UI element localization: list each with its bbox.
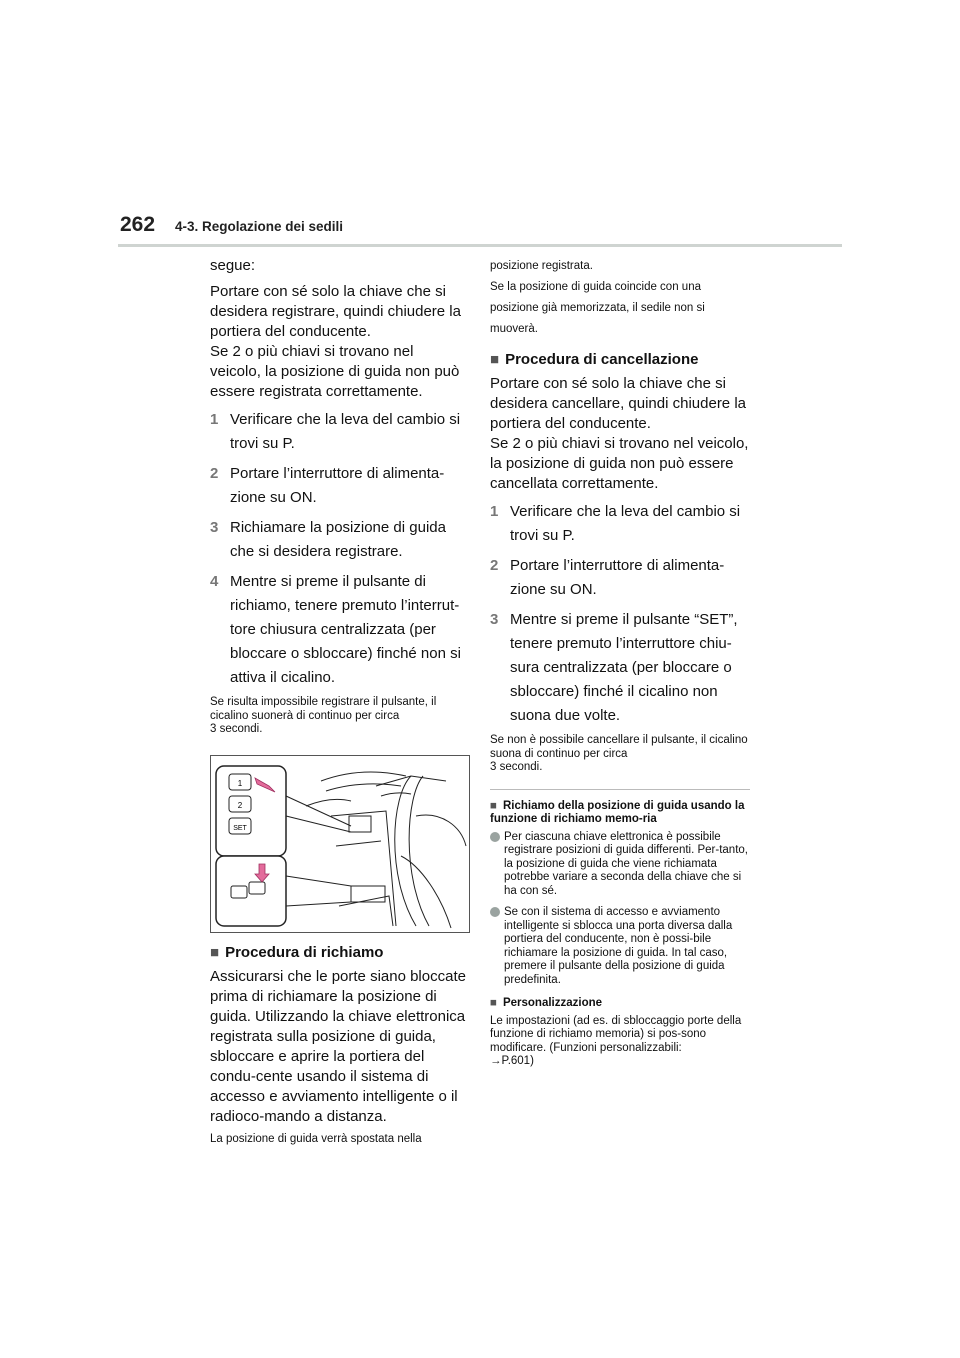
- step-3: [490, 608, 750, 728]
- step-4: [210, 570, 468, 690]
- heading-recall: [210, 943, 468, 963]
- section-title: 4-3. Regolazione dei sedili: [175, 219, 344, 234]
- square-bullet-icon: ■: [490, 997, 497, 1009]
- step-text: Richiamare la posizione di guida che si desidera registrare.: [230, 519, 446, 560]
- step-text: Mentre si preme il pulsante di richiamo, tenere premuto l’interrut-tore chiusura centralizzata (per bloccare o sbloccare) finché non si attiva il cicalino.: [230, 573, 461, 686]
- step-number: 2: [490, 557, 499, 574]
- step-number: 3: [490, 611, 499, 628]
- square-bullet-icon: ■: [490, 799, 497, 812]
- step-text: Portare l’interruttore di alimenta-zione su ON.: [510, 557, 725, 598]
- recall-paragraph: Assicurarsi che le porte siano bloccate prima di richiamare la posizione di guida. Utilizzando la chiave elettronica registrata sulla posizione di guida, sbloccare e aprire la portiera del condu-cente usando il sistema di accesso e avviamento intelligente o il radioco-mando a distanza.: [210, 967, 466, 1125]
- register-note: Se risulta impossibile registrare il pulsante, il cicalino suonerà di continuo per circa 3 secondi.: [210, 696, 437, 735]
- bullet-item: [490, 906, 750, 987]
- step-2: [490, 554, 750, 602]
- heading-cancel: [490, 350, 750, 370]
- button-2-label: 2: [237, 800, 243, 810]
- step-number: 2: [210, 465, 219, 482]
- step-1: [210, 408, 468, 456]
- step-2: [210, 462, 468, 510]
- step-text: Verificare che la leva del cambio si trovi su P.: [510, 503, 741, 544]
- right-column: [490, 256, 750, 1077]
- step-text: Portare l’interruttore di alimenta-zione su ON.: [230, 465, 445, 506]
- step-1: [490, 500, 750, 548]
- paragraph-register-intro: Portare con sé solo la chiave che si desidera registrare, quindi chiudere la portiera del conducente. Se 2 o più chiavi si trovano nel veicolo, la posizione di guida non può essere registrata correttamente.: [210, 283, 461, 400]
- paragraph-continued: segue:: [210, 257, 256, 274]
- left-column: [210, 256, 468, 1154]
- cancel-note: Se non è possibile cancellare il pulsante, il cicalino suona di continuo per circa 3 secondi.: [490, 734, 748, 773]
- continued-note-2: Se la posizione di guida coincide con una: [490, 281, 701, 293]
- heading-text: Procedura di cancellazione: [505, 351, 699, 368]
- heading-memory-recall: [490, 800, 750, 827]
- step-text: Mentre si preme il pulsante “SET”, tenere premuto l’interruttore chiu-sura centralizzata (per bloccare o sbloccare) finché il cicalino non suona due volte.: [510, 611, 738, 724]
- step-3: [210, 516, 468, 564]
- continued-note-3: posizione già memorizzata, il sedile non si: [490, 302, 705, 314]
- continued-note-1: posizione registrata.: [490, 260, 593, 272]
- header-divider: [118, 244, 842, 247]
- heading-customization: [490, 997, 750, 1011]
- bullet-text: Per ciascuna chiave elettronica è possibile registrare posizioni di guida differenti. Per-tanto, la posizione di guida che viene richiamata potrebbe variare a seconda della chiave che si ha con sé.: [504, 830, 748, 897]
- square-bullet-icon: ■: [210, 943, 220, 961]
- memory-switch-illustration: [210, 755, 470, 933]
- heading-text: Richiamo della posizione di guida usando la funzione di richiamo memo-ria: [490, 799, 745, 825]
- section-divider: [490, 789, 750, 790]
- step-number: 1: [490, 503, 499, 520]
- square-bullet-icon: ■: [490, 351, 500, 368]
- page-number: 262: [120, 213, 156, 236]
- step-number: 4: [210, 573, 219, 590]
- door-panel-drawing: [211, 756, 469, 932]
- bullet-text: Se con il sistema di accesso e avviamento intelligente si sblocca una porta diversa dalla portiera del conducente, non è possi-bile richiamare la posizione di guida. In tal caso, premere il pulsante della posizione di guida predefinita.: [504, 906, 733, 986]
- heading-text: Procedura di richiamo: [225, 943, 384, 961]
- continued-note-4: muoverà.: [490, 323, 538, 335]
- recall-note: La posizione di guida verrà spostata nella: [210, 1132, 422, 1145]
- button-1-label: 1: [237, 778, 243, 788]
- bullet-dot-icon: [490, 832, 500, 842]
- bullet-item: [490, 831, 750, 899]
- step-number: 3: [210, 519, 219, 536]
- cancel-paragraph: Portare con sé solo la chiave che si desidera cancellare, quindi chiudere la portiera del conducente. Se 2 o più chiavi si trovano nel veicolo, la posizione di guida non può essere cancellata correttamente.: [490, 375, 749, 492]
- step-number: 1: [210, 411, 219, 428]
- customization-paragraph: Le impostazioni (ad es. di sbloccaggio porte della funzione di richiamo memoria) si pos-sono modificare. (Funzioni personalizzabili: →P.601): [490, 1014, 742, 1067]
- set-button-label: SET: [233, 824, 247, 832]
- step-text: Verificare che la leva del cambio si trovi su P.: [230, 411, 461, 452]
- heading-text: Personalizzazione: [502, 997, 603, 1009]
- bullet-dot-icon: [490, 907, 500, 917]
